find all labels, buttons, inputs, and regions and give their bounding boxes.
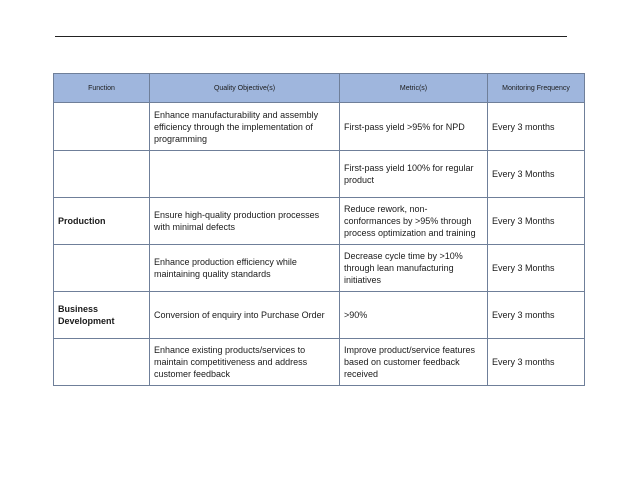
metric-cell: >90%: [340, 292, 488, 339]
objective-cell: Ensure high-quality production processes with minimal defects: [150, 198, 340, 245]
header-function: Function: [54, 74, 150, 103]
frequency-cell: Every 3 Months: [488, 198, 585, 245]
table-row: [54, 245, 585, 292]
table-row: [54, 339, 585, 386]
function-cell: [54, 103, 150, 151]
quality-objectives-table: [53, 73, 585, 386]
function-cell: [54, 339, 150, 386]
metric-cell: Reduce rework, non-conformances by >95% through process optimization and training: [340, 198, 488, 245]
frequency-cell: Every 3 months: [488, 103, 585, 151]
header-monitoring-frequency: Monitoring Frequency: [488, 74, 585, 103]
objective-cell: Conversion of enquiry into Purchase Order: [150, 292, 340, 339]
frequency-cell: Every 3 months: [488, 339, 585, 386]
horizontal-rule: [55, 36, 567, 37]
table-row: [54, 198, 585, 245]
table-row: [54, 103, 585, 151]
objective-cell: Enhance production efficiency while maintaining quality standards: [150, 245, 340, 292]
header-quality-objectives: Quality Objective(s): [150, 74, 340, 103]
table-row: [54, 292, 585, 339]
table-row: [54, 151, 585, 198]
objective-cell: Enhance existing products/services to maintain competitiveness and address customer feedback: [150, 339, 340, 386]
metric-cell: First-pass yield 100% for regular product: [340, 151, 488, 198]
function-cell: Business Development: [54, 292, 150, 339]
objective-cell: Enhance manufacturability and assembly efficiency through the implementation of programming: [150, 103, 340, 151]
table-header-row: [54, 74, 585, 103]
metric-cell: Improve product/service features based on customer feedback received: [340, 339, 488, 386]
header-metrics: Metric(s): [340, 74, 488, 103]
function-cell: Production: [54, 198, 150, 245]
frequency-cell: Every 3 Months: [488, 151, 585, 198]
metric-cell: First-pass yield >95% for NPD: [340, 103, 488, 151]
function-cell: [54, 151, 150, 198]
objective-cell: [150, 151, 340, 198]
metric-cell: Decrease cycle time by >10% through lean manufacturing initiatives: [340, 245, 488, 292]
function-cell: [54, 245, 150, 292]
frequency-cell: Every 3 months: [488, 292, 585, 339]
frequency-cell: Every 3 Months: [488, 245, 585, 292]
